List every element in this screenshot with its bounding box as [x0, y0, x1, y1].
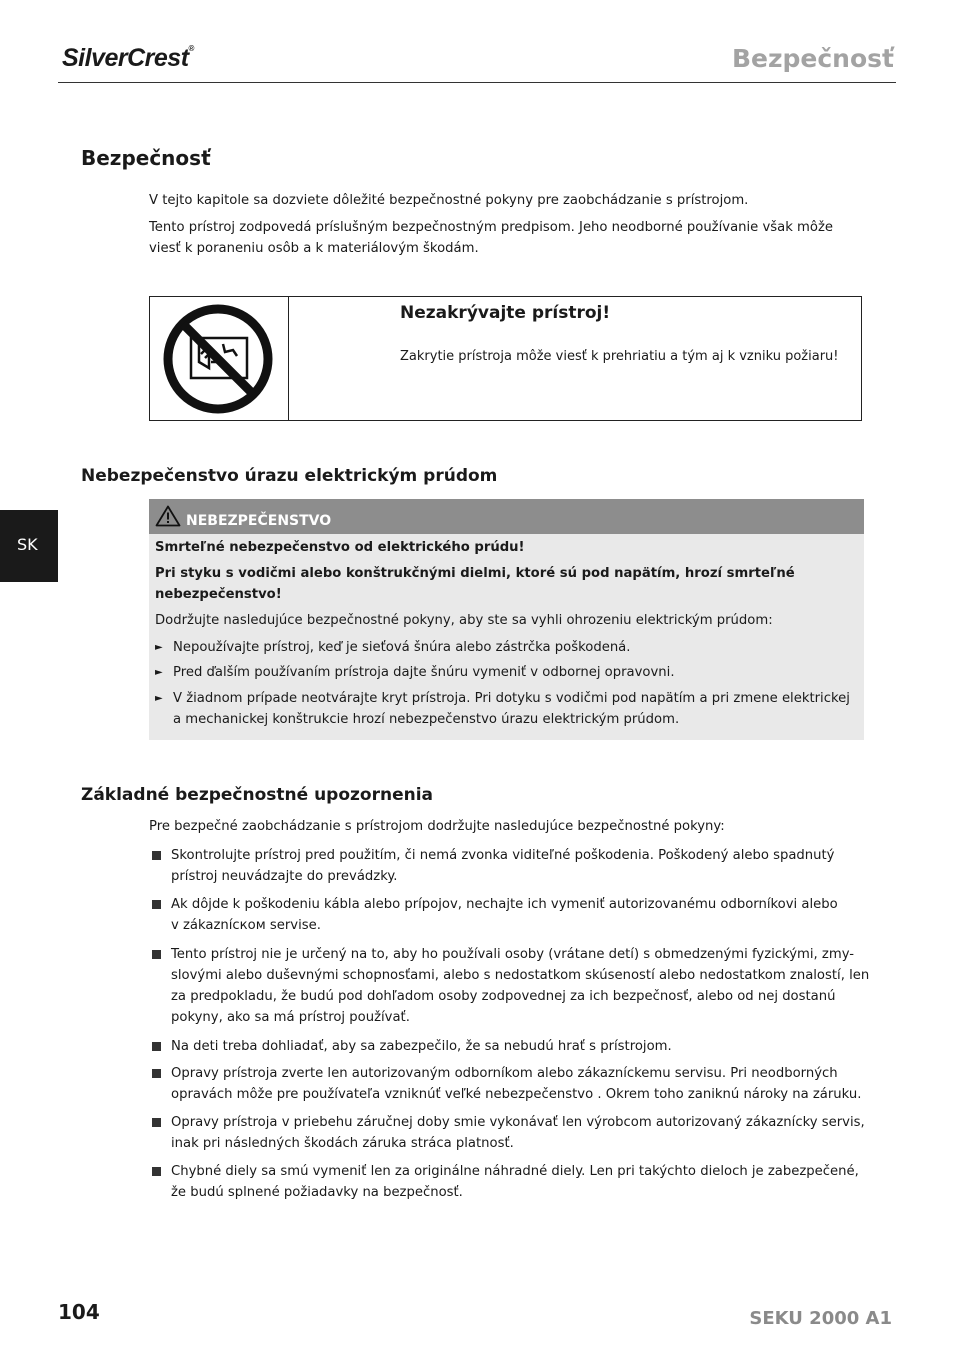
bullet-square-icon	[152, 1167, 161, 1176]
basic-item-3-line-4: pokyny, ako sa má prístroj používať.	[171, 1010, 410, 1025]
model-name: SEKU 2000 A1	[749, 1308, 892, 1329]
danger-list-item: Pred ďalším používaním prístroja dajte šnúru vymeniť v odbornej opravovni.	[173, 665, 675, 680]
brand-logo-text: SilverCrest	[62, 44, 189, 72]
basic-item-2-line-1: Ak dôjde k poškodeniu kábla alebo prípojov, nechajte ich vymeniť autorizovanému odborníkovi alebo	[171, 897, 838, 912]
bullet-square-icon	[152, 950, 161, 959]
intro-paragraph-2-line-1: Tento prístroj zodpovedá príslušným bezpečnostným predpisom. Jeho neodborné používanie však môže	[149, 220, 834, 235]
danger-header-bar	[149, 499, 864, 534]
basic-item-6-line-2: inak pri následných škodách záruka stráca platnosť.	[171, 1136, 514, 1151]
basic-item-2-line-2: v zákaznícком servise.	[171, 918, 321, 933]
electric-heading: Nebezpečenstvo úrazu elektrickým prúdom	[81, 466, 498, 486]
bullet-arrow-icon: ►	[155, 693, 163, 704]
basic-item-3-line-3: za predpokladu, že budú pod dohľadom osoby zodpovednej za ich bezpečnosť, alebo od nej dostanú	[171, 989, 836, 1004]
brand-logo	[62, 44, 194, 73]
cover-warning-box	[149, 296, 862, 421]
bullet-arrow-icon: ►	[155, 667, 163, 678]
basic-intro: Pre bezpečné zaobchádzanie s prístrojom dodržujte nasledujúce bezpečnostné pokyny:	[149, 819, 725, 834]
warning-triangle-icon	[155, 505, 181, 527]
bullet-arrow-icon: ►	[155, 642, 163, 653]
basic-item-1-line-1: Skontrolujte prístroj pred použitím, či nemá zvonka viditeľné poškodenia. Poškodený alebo spadnutý	[171, 848, 835, 863]
language-tab-label: SK	[17, 535, 38, 554]
basic-item-3-line-2: slovými alebo duševnými schopnosťami, alebo s nedostatkom skúseností alebo nedostatkom znalostí, len	[171, 968, 870, 983]
danger-label: NEBEZPEČENSTVO	[186, 513, 332, 529]
danger-box	[149, 499, 864, 740]
do-not-cover-icon	[161, 302, 275, 416]
registered-mark: ®	[188, 44, 194, 53]
bullet-square-icon	[152, 851, 161, 860]
danger-list-item-continuation: a mechanickej konštrukcie hrozí nebezpečenstvo úrazu elektrickým prúdom.	[173, 712, 680, 727]
basic-item-5-line-2: opravách môže pre používateľa vzniknúť veľké nebezpečenstvo . Okrem toho zaniknú nároky na záruku.	[171, 1087, 862, 1102]
cover-warning-text: Zakrytie prístroja môže viesť k prehriatiu a tým aj k vzniku požiaru!	[400, 349, 839, 364]
basic-item-6-line-1: Opravy prístroja v priebehu záručnej doby smie vykonávať len výrobcom autorizovaný zákaznícky servis,	[171, 1115, 865, 1130]
intro-paragraph-1: V tejto kapitole sa dozviete dôležité bezpečnostné pokyny pre zaobchádzanie s prístrojom.	[149, 193, 749, 208]
language-tab	[0, 510, 58, 582]
basic-heading: Základné bezpečnostné upozornenia	[81, 785, 434, 805]
danger-bold-line-1: Smrteľné nebezpečenstvo od elektrického prúdu!	[155, 540, 525, 555]
danger-bold-line-2: Pri styku s vodičmi alebo konštrukčnými dielmi, ktoré sú pod napätím, hrozí smrteľné	[155, 566, 795, 581]
page-number: 104	[58, 1300, 100, 1324]
header-title: Bezpečnosť	[731, 44, 894, 73]
basic-item-7-line-1: Chybné diely sa smú vymeniť len za originálne náhradné diely. Len pri takýchto dieloch je zabezpečené,	[171, 1164, 859, 1179]
bullet-square-icon	[152, 1118, 161, 1127]
intro-paragraph-2-line-2: viesť k poraneniu osôb a k materiálovým škodám.	[149, 241, 479, 256]
cover-warning-divider	[288, 297, 289, 420]
basic-item-1-line-2: prístroj neuvádzajte do prevádzky.	[171, 869, 398, 884]
danger-list-item: Nepoužívajte prístroj, keď je sieťová šnúra alebo zástrčka poškodená.	[173, 640, 631, 655]
bullet-square-icon	[152, 900, 161, 909]
danger-bold-line-3: nebezpečenstvo!	[155, 587, 282, 602]
basic-item-4-line-1: Na deti treba dohliadať, aby sa zabezpečilo, že sa nebudú hrať s prístrojom.	[171, 1039, 672, 1054]
danger-list-item: V žiadnom prípade neotvárajte kryt prístroja. Pri dotyku s vodičmi pod napätím a pri zmene elektrickej	[173, 691, 850, 706]
basic-item-3-line-1: Tento prístroj nie je určený na to, aby ho používali osoby (vrátane detí) s obmedzenými fyzickými, zmy-	[171, 947, 855, 962]
basic-item-5-line-1: Opravy prístroja zverte len autorizovaným odborníkom alebo zákazníckemu servisu. Pri neodborných	[171, 1066, 838, 1081]
cover-warning-title: Nezakrývajte prístroj!	[400, 303, 611, 323]
bullet-square-icon	[152, 1069, 161, 1078]
basic-item-7-line-2: že budú splnené požiadavky na bezpečnosť.	[171, 1185, 463, 1200]
danger-note: Dodržujte nasledujúce bezpečnostné pokyny, aby ste sa vyhli ohrozeniu elektrickým prúdom:	[155, 613, 773, 628]
section-title: Bezpečnosť	[81, 146, 211, 170]
bullet-square-icon	[152, 1042, 161, 1051]
header-divider	[58, 82, 896, 83]
